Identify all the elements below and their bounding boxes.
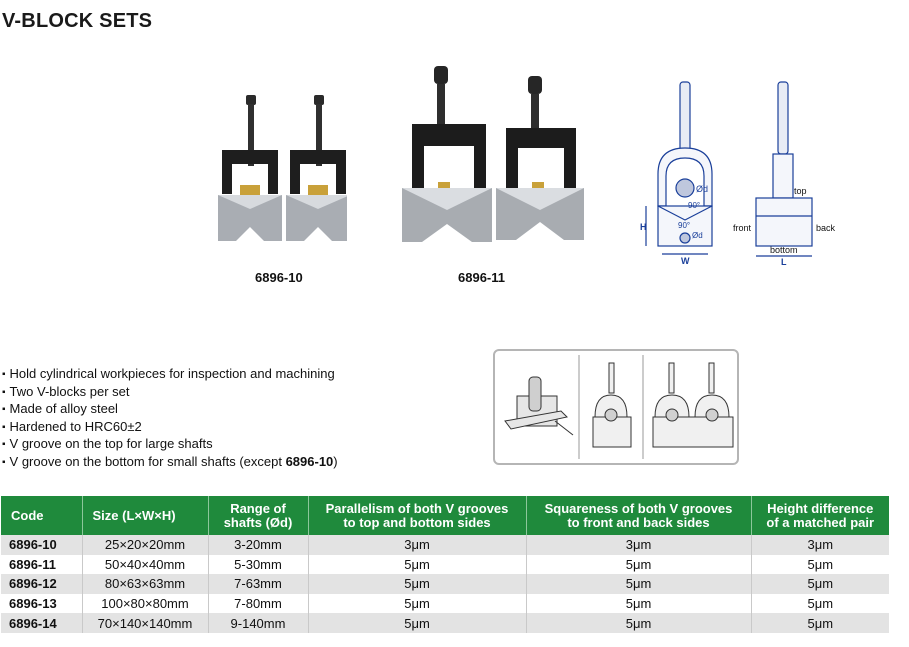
- cell-height-diff: 5μm: [751, 555, 889, 575]
- usage-sketches: [495, 351, 737, 463]
- diameter-label-top: Ød: [696, 184, 709, 194]
- cell-size: 50×40×40mm: [82, 555, 208, 575]
- technical-drawing: [636, 78, 846, 268]
- feature-item: ▪ Made of alloy steel: [2, 401, 338, 419]
- table-row: [1, 555, 889, 575]
- cell-size: 80×63×63mm: [82, 574, 208, 594]
- cell-parallelism: 5μm: [308, 555, 526, 575]
- cell-parallelism: 5μm: [308, 594, 526, 614]
- product-photo-6896-11: [398, 62, 590, 257]
- feature-list: [2, 366, 338, 471]
- col-header-squareness: Squareness of both V grooves to front and back sides: [526, 496, 751, 535]
- col-header-height-diff: Height difference of a matched pair: [751, 496, 889, 535]
- cell-height-diff: 5μm: [751, 594, 889, 614]
- cell-code: 6896-13: [1, 594, 82, 614]
- cell-code: 6896-12: [1, 574, 82, 594]
- feature-item: ▪ Two V-blocks per set: [2, 384, 338, 402]
- cell-height-diff: 5μm: [751, 574, 889, 594]
- spec-table: [1, 496, 889, 633]
- page-title: V-BLOCK SETS: [2, 10, 153, 32]
- usage-sketch-pair: [653, 363, 733, 447]
- cell-size: 70×140×140mm: [82, 613, 208, 633]
- col-header-range: Range of shafts (Ød): [208, 496, 308, 535]
- cell-size: 25×20×20mm: [82, 535, 208, 555]
- angle-label-bottom: 90°: [678, 221, 691, 230]
- cell-squareness: 5μm: [526, 555, 751, 575]
- caption-6896-11: 6896-11: [458, 270, 505, 285]
- table-row: [1, 574, 889, 594]
- cell-squareness: 5μm: [526, 613, 751, 633]
- cell-code: 6896-14: [1, 613, 82, 633]
- usage-illustrations: [493, 349, 739, 465]
- cell-range: 7-63mm: [208, 574, 308, 594]
- cell-squareness: 5μm: [526, 594, 751, 614]
- caption-6896-10: 6896-10: [255, 270, 303, 285]
- cell-height-diff: 3μm: [751, 535, 889, 555]
- length-label: L: [781, 257, 787, 267]
- back-label: back: [816, 223, 836, 233]
- table-row: [1, 535, 889, 555]
- v-block-left: [218, 95, 282, 241]
- cell-range: 7-80mm: [208, 594, 308, 614]
- feature-item: ▪ Hardened to HRC60±2: [2, 419, 338, 437]
- v-block-right: [496, 76, 584, 240]
- cell-parallelism: 5μm: [308, 613, 526, 633]
- usage-sketch-shaft: [505, 377, 573, 435]
- height-label: H: [640, 222, 647, 232]
- width-label: W: [681, 256, 690, 266]
- front-label: front: [733, 223, 752, 233]
- cell-range: 9-140mm: [208, 613, 308, 633]
- v-block-left: [402, 66, 492, 242]
- bottom-label: bottom: [770, 245, 798, 255]
- v-block-right: [286, 95, 347, 241]
- cell-height-diff: 5μm: [751, 613, 889, 633]
- cell-range: 3-20mm: [208, 535, 308, 555]
- side-view: [756, 82, 812, 256]
- cell-squareness: 3μm: [526, 535, 751, 555]
- feature-item: ▪ V groove on the top for large shafts: [2, 436, 338, 454]
- product-photo-6896-10: [212, 90, 347, 255]
- table-row: [1, 613, 889, 633]
- top-label: top: [794, 186, 807, 196]
- col-header-size: Size (L×W×H): [82, 496, 208, 535]
- diameter-label-bottom: Ød: [692, 231, 703, 240]
- table-header-row: [1, 496, 889, 535]
- angle-label-top: 90°: [688, 201, 701, 210]
- cell-code: 6896-11: [1, 555, 82, 575]
- col-header-parallelism: Parallelism of both V grooves to top and bottom sides: [308, 496, 526, 535]
- feature-item: ▪ V groove on the bottom for small shafts (except 6896-10): [2, 454, 338, 472]
- cell-squareness: 5μm: [526, 574, 751, 594]
- cell-size: 100×80×80mm: [82, 594, 208, 614]
- cell-parallelism: 3μm: [308, 535, 526, 555]
- cell-parallelism: 5μm: [308, 574, 526, 594]
- col-header-code: Code: [1, 496, 82, 535]
- cell-code: 6896-10: [1, 535, 82, 555]
- table-row: [1, 594, 889, 614]
- usage-sketch-single: [593, 363, 631, 447]
- feature-item: ▪ Hold cylindrical workpieces for inspection and machining: [2, 366, 338, 384]
- cell-range: 5-30mm: [208, 555, 308, 575]
